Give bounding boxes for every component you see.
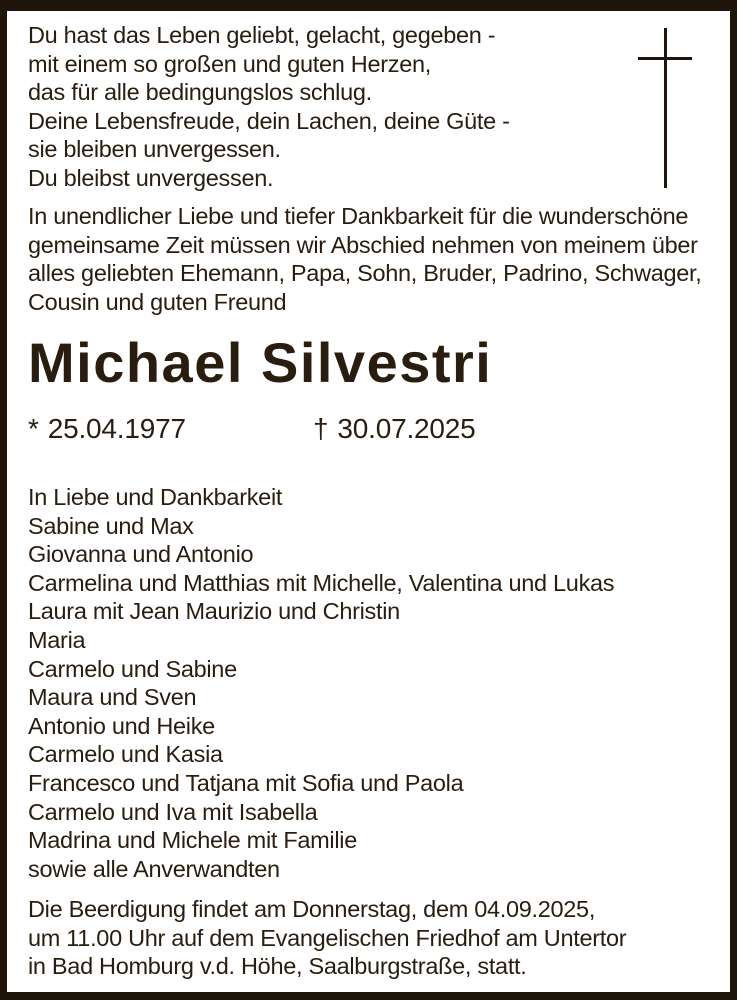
memorial-poem: [28, 21, 510, 193]
mourner-line: Carmelo und Sabine: [28, 655, 237, 682]
mourner-line: Antonio und Heike: [28, 712, 215, 739]
funeral-line: Die Beerdigung findet am Donnerstag, dem 04.09.2025,: [28, 896, 596, 922]
mourner-line: Sabine und Max: [28, 512, 194, 539]
mourners-heading: In Liebe und Dankbarkeit: [28, 484, 283, 510]
poem-line: sie bleiben unvergessen.: [28, 136, 281, 163]
mourner-line: Giovanna und Antonio: [28, 541, 254, 568]
born-symbol: *: [28, 413, 39, 444]
intro-line: alles geliebten Ehemann, Papa, Sohn, Bruder, Padrino, Schwager,: [28, 260, 702, 287]
intro-line: gemeinsame Zeit müssen wir Abschied nehmen von meinem über: [28, 231, 698, 258]
mourner-line: Carmelina und Matthias mit Michelle, Valentina und Lukas: [28, 569, 615, 596]
birth-date-group: [28, 412, 313, 446]
death-date-group: [313, 413, 476, 444]
mourner-line: Maura und Sven: [28, 684, 197, 711]
poem-line: Du bleibst unvergessen.: [28, 164, 274, 191]
mourners-list: [28, 483, 614, 883]
deceased-name: Michael Silvestri: [28, 331, 493, 394]
life-dates: [28, 412, 476, 446]
mourner-line: Maria: [28, 626, 86, 653]
farewell-intro: [28, 202, 702, 316]
mourner-line: Carmelo und Kasia: [28, 741, 223, 768]
died-symbol: †: [313, 413, 329, 444]
mourner-line: Madrina und Michele mit Familie: [28, 827, 357, 854]
funeral-line: um 11.00 Uhr auf dem Evangelischen Friedhof am Untertor: [28, 924, 627, 951]
mourner-line: Carmelo und Iva mit Isabella: [28, 798, 318, 825]
mourner-line: Francesco und Tatjana mit Sofia und Paola: [28, 769, 464, 796]
intro-line: In unendlicher Liebe und tiefer Dankbarkeit für die wunderschöne: [28, 203, 689, 229]
funeral-details: [28, 895, 626, 981]
poem-line: Deine Lebensfreude, dein Lachen, deine Güte -: [28, 107, 510, 134]
birth-date: 25.04.1977: [47, 413, 186, 444]
poem-line: Du hast das Leben geliebt, gelacht, gegeben -: [28, 22, 496, 48]
cross-vertical-bar: [664, 28, 667, 188]
cross-horizontal-bar: [638, 57, 692, 60]
death-date: 30.07.2025: [337, 413, 476, 444]
mourner-line: Laura mit Jean Maurizio und Christin: [28, 598, 400, 625]
poem-line: mit einem so großen und guten Herzen,: [28, 50, 431, 77]
intro-line: Cousin und guten Freund: [28, 288, 287, 315]
mourner-line: sowie alle Anverwandten: [28, 855, 280, 882]
funeral-line: in Bad Homburg v.d. Höhe, Saalburgstraße, statt.: [28, 953, 527, 980]
poem-line: das für alle bedingungslos schlug.: [28, 79, 372, 106]
